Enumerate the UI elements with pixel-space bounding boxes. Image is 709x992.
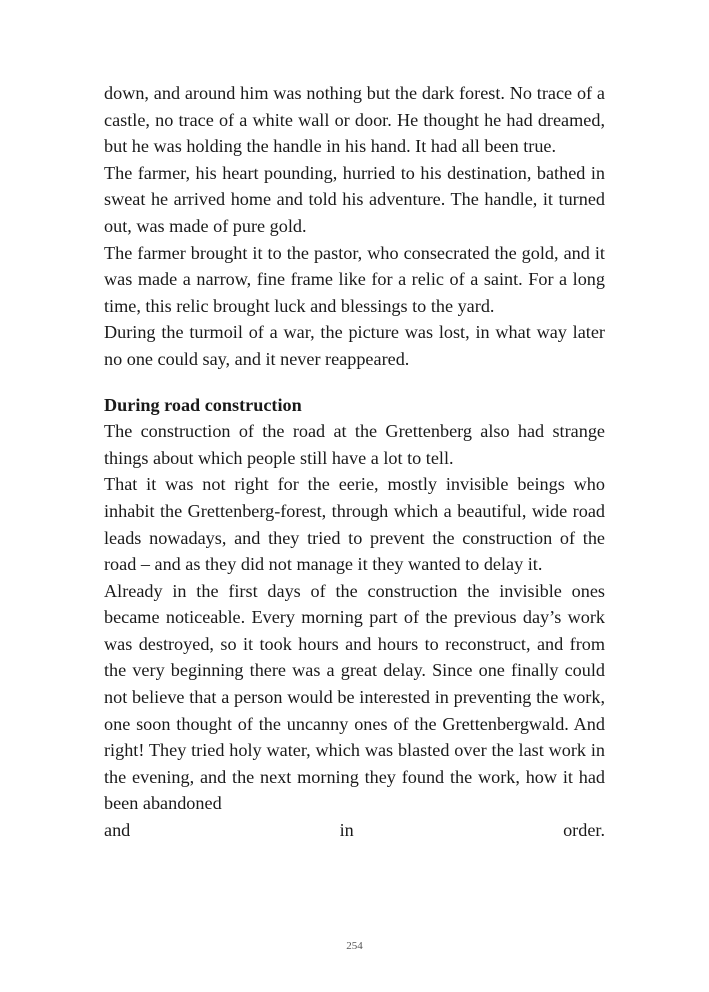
paragraph: down, and around him was nothing but the dark forest. No trace of a castle, no trace of a white wall or door. He thought he had dreamed, but he was holding the handle in his hand. It had all been true. xyxy=(104,83,605,157)
paragraph: The farmer brought it to the pastor, who consecrated the gold, and it was made a narrow, fine frame like for a relic of a saint. For a long time, this relic brought luck and blessings to the yard. xyxy=(104,242,605,316)
paragraph: That it was not right for the eerie, mostly invisible beings who inhabit the Grettenberg-forest, through which a beautiful, wide road leads nowadays, and they tried to prevent the construction of the road – and as they did not manage it they wanted to delay it. xyxy=(104,474,605,575)
paragraph: During the turmoil of a war, the picture was lost, in what way later no one could say, and it never reappeared. xyxy=(104,322,605,369)
section-heading: During road construction xyxy=(104,394,302,415)
last-line xyxy=(104,817,605,844)
section-gap xyxy=(104,373,605,392)
page-body xyxy=(104,80,605,844)
last-line-word: and xyxy=(104,820,131,841)
paragraph: Already in the first days of the construction the invisible ones became noticeable. Every morning part of the previous day’s work was destroyed, so it took hours and hours to reconstruct, and from the very beginning there was a great delay. Since one finally could not believe that a person would be interested in preventing the work, one soon thought of the uncanny ones of the Grettenbergwald. And right! They tried holy water, which was blasted over the last work in the evening, and the next morning they found the work, how it had been abandoned xyxy=(104,580,605,814)
page-number: 254 xyxy=(346,940,363,952)
paragraph: The farmer, his heart pounding, hurried to his destination, bathed in sweat he arrived home and told his adventure. The handle, it turned out, was made of pure gold. xyxy=(104,162,605,236)
last-line-word: in xyxy=(339,820,354,841)
paragraph: The construction of the road at the Grettenberg also had strange things about which people still have a lot to tell. xyxy=(104,421,605,468)
last-line-word: order. xyxy=(563,820,605,841)
